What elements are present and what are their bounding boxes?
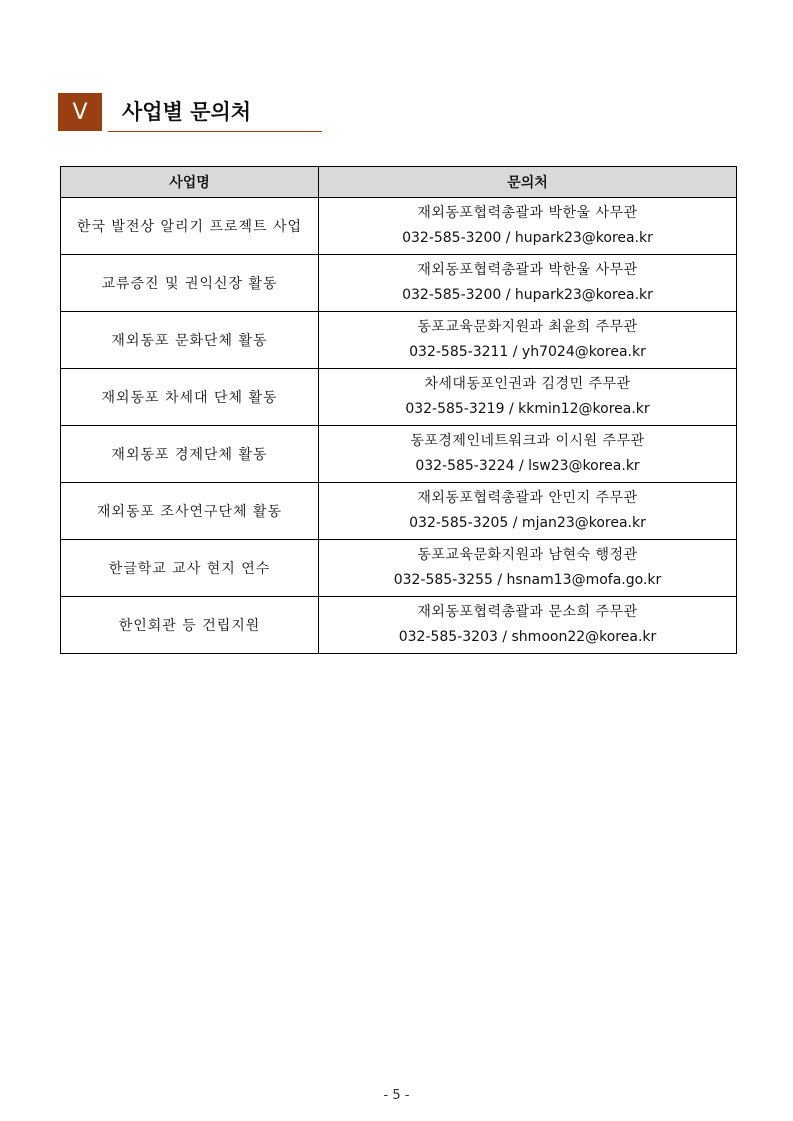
contact-cell xyxy=(319,255,737,312)
section-number-badge: V xyxy=(58,93,102,131)
project-name: 재외동포 문화단체 활동 xyxy=(61,312,319,369)
contact-phone-email: 032-585-3255 / hsnam13@mofa.go.kr xyxy=(393,572,662,588)
contact-cell xyxy=(319,483,737,540)
project-name: 재외동포 경제단체 활동 xyxy=(61,426,319,483)
contact-cell xyxy=(319,540,737,597)
table-header-row xyxy=(61,167,737,198)
contact-phone-email: 032-585-3205 / mjan23@korea.kr xyxy=(409,515,646,531)
table-row xyxy=(61,540,737,597)
contact-phone-email: 032-585-3219 / kkmin12@korea.kr xyxy=(405,401,650,417)
contact-phone-email: 032-585-3200 / hupark23@korea.kr xyxy=(402,230,653,246)
table-row xyxy=(61,369,737,426)
contact-person: 동포교육문화지원과 최윤희 주무관 xyxy=(417,319,638,335)
contact-person: 동포교육문화지원과 남현숙 행정관 xyxy=(417,547,638,563)
contact-person: 재외동포협력총괄과 안민지 주무관 xyxy=(417,490,638,506)
project-name: 한글학교 교사 현지 연수 xyxy=(61,540,319,597)
table-row xyxy=(61,597,737,654)
contact-person: 재외동포협력총괄과 박한울 사무관 xyxy=(417,205,638,221)
contact-person: 차세대동포인권과 김경민 주무관 xyxy=(424,376,631,392)
contact-cell xyxy=(319,597,737,654)
page-number: - 5 - xyxy=(383,1088,410,1103)
contact-phone-email: 032-585-3224 / lsw23@korea.kr xyxy=(415,458,640,474)
contact-person: 재외동포협력총괄과 박한울 사무관 xyxy=(417,262,638,278)
contact-cell xyxy=(319,426,737,483)
section-title: 사업별 문의처 xyxy=(122,100,252,124)
header-project: 사업명 xyxy=(61,167,319,198)
table-row xyxy=(61,255,737,312)
contact-table xyxy=(60,166,737,654)
project-name: 재외동포 차세대 단체 활동 xyxy=(61,369,319,426)
table-row xyxy=(61,198,737,255)
contact-phone-email: 032-585-3200 / hupark23@korea.kr xyxy=(402,287,653,303)
project-name: 한인회관 등 건립지원 xyxy=(61,597,319,654)
project-name: 교류증진 및 권익신장 활동 xyxy=(61,255,319,312)
table-row xyxy=(61,312,737,369)
table-row xyxy=(61,483,737,540)
contact-phone-email: 032-585-3203 / shmoon22@korea.kr xyxy=(398,629,657,645)
contact-phone-email: 032-585-3211 / yh7024@korea.kr xyxy=(409,344,646,360)
project-name: 한국 발전상 알리기 프로젝트 사업 xyxy=(61,198,319,255)
contact-cell xyxy=(319,198,737,255)
contact-cell xyxy=(319,369,737,426)
table-row xyxy=(61,426,737,483)
project-name: 재외동포 조사연구단체 활동 xyxy=(61,483,319,540)
header-contact: 문의처 xyxy=(319,167,737,198)
contact-person: 동포경제인네트워크과 이시원 주무관 xyxy=(410,433,645,449)
contact-cell xyxy=(319,312,737,369)
section-title-underline xyxy=(108,131,322,132)
contact-person: 재외동포협력총괄과 문소희 주무관 xyxy=(417,604,638,620)
